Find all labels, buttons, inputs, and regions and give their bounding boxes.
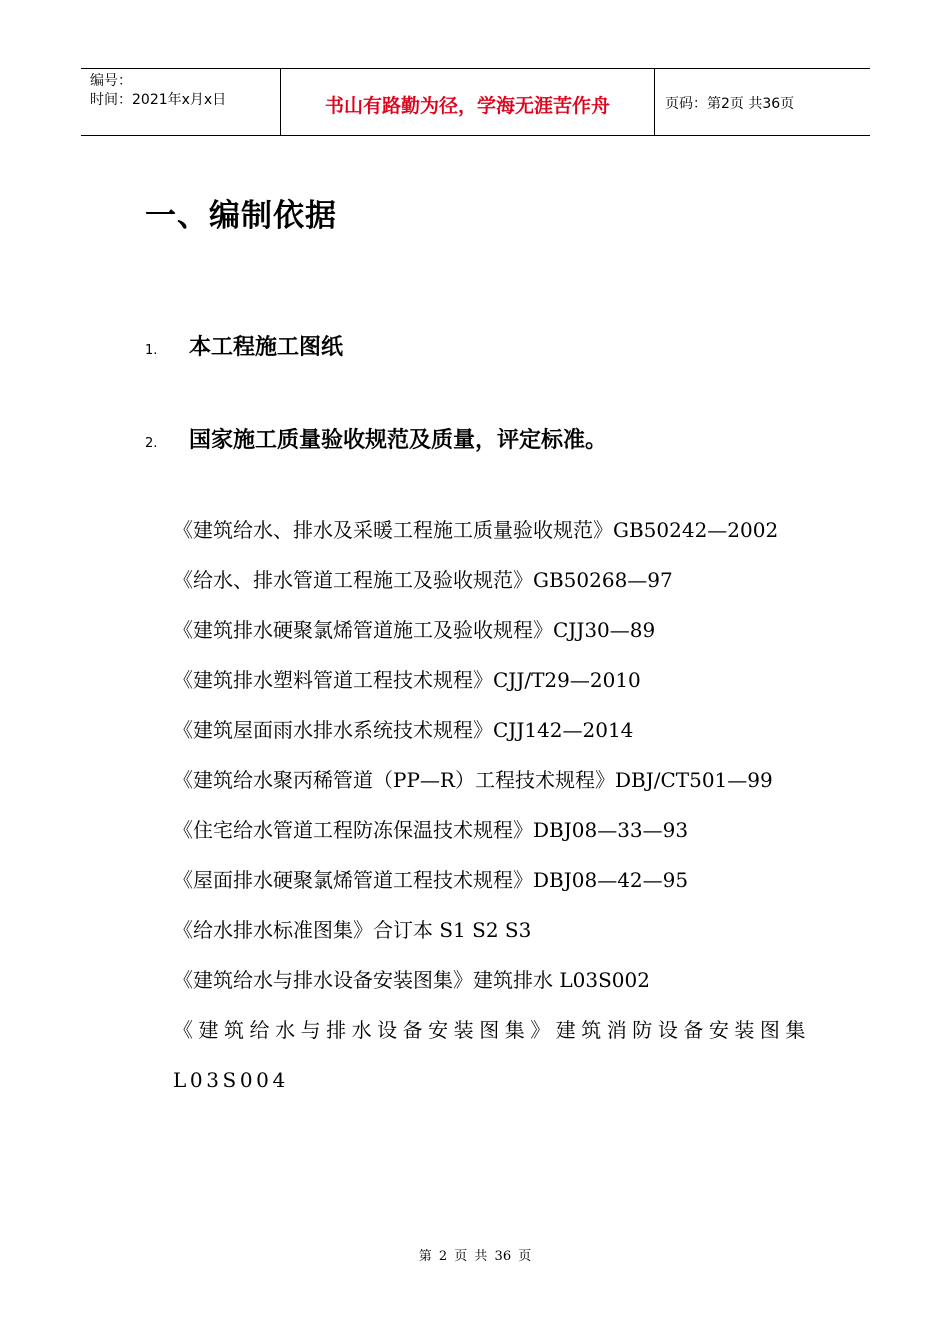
list-item-number: 2.	[145, 436, 158, 451]
header-motto: 书山有路勤为径，学海无涯苦作舟	[281, 69, 655, 135]
reference-list	[173, 505, 809, 1105]
reference-item: 《建筑屋面雨水排水系统技术规程》CJJ142—2014	[173, 718, 634, 742]
list-item	[145, 423, 607, 454]
header-page-info: 页码：第2页 共36页	[665, 96, 795, 112]
list-item-text: 国家施工质量验收规范及质量，评定标准。	[189, 428, 608, 453]
list-item-number: 1.	[145, 343, 158, 358]
header-meta	[81, 69, 281, 135]
list-item	[145, 330, 343, 361]
document-number-label: 编号：	[90, 73, 132, 89]
reference-item: 《屋面排水硬聚氯烯管道工程技术规程》DBJ08—42—95	[173, 868, 689, 892]
page-header	[81, 68, 870, 136]
reference-item: 《建筑给水聚丙稀管道（PP—R）工程技术规程》DBJ/CT501—99	[173, 768, 773, 792]
list-item-text: 本工程施工图纸	[189, 335, 344, 360]
reference-item: 《给水排水标准图集》合订本 S1 S2 S3	[173, 918, 532, 942]
page-footer: 第 2 页 共 36 页	[418, 1249, 532, 1264]
reference-item: 《住宅给水管道工程防冻保温技术规程》DBJ08—33—93	[173, 818, 689, 842]
reference-item: 《建筑给水与排水设备安装图集》建筑排水 L03S002	[173, 968, 650, 992]
document-time-label: 时间：2021年x月x日	[90, 92, 227, 108]
reference-item: 《给水、排水管道工程施工及验收规范》GB50268—97	[173, 568, 673, 592]
reference-item: 《建筑排水塑料管道工程技术规程》CJJ/T29—2010	[173, 668, 641, 692]
reference-item: 《建筑给水、排水及采暖工程施工质量验收规范》GB50242—2002	[173, 518, 779, 542]
reference-item: 《建筑排水硬聚氯烯管道施工及验收规程》CJJ30—89	[173, 618, 656, 642]
reference-item: 《建筑给水与排水设备安装图集》建筑消防设备安装图集 L03S004	[173, 1018, 809, 1092]
section-title: 一、编制依据	[145, 198, 337, 234]
